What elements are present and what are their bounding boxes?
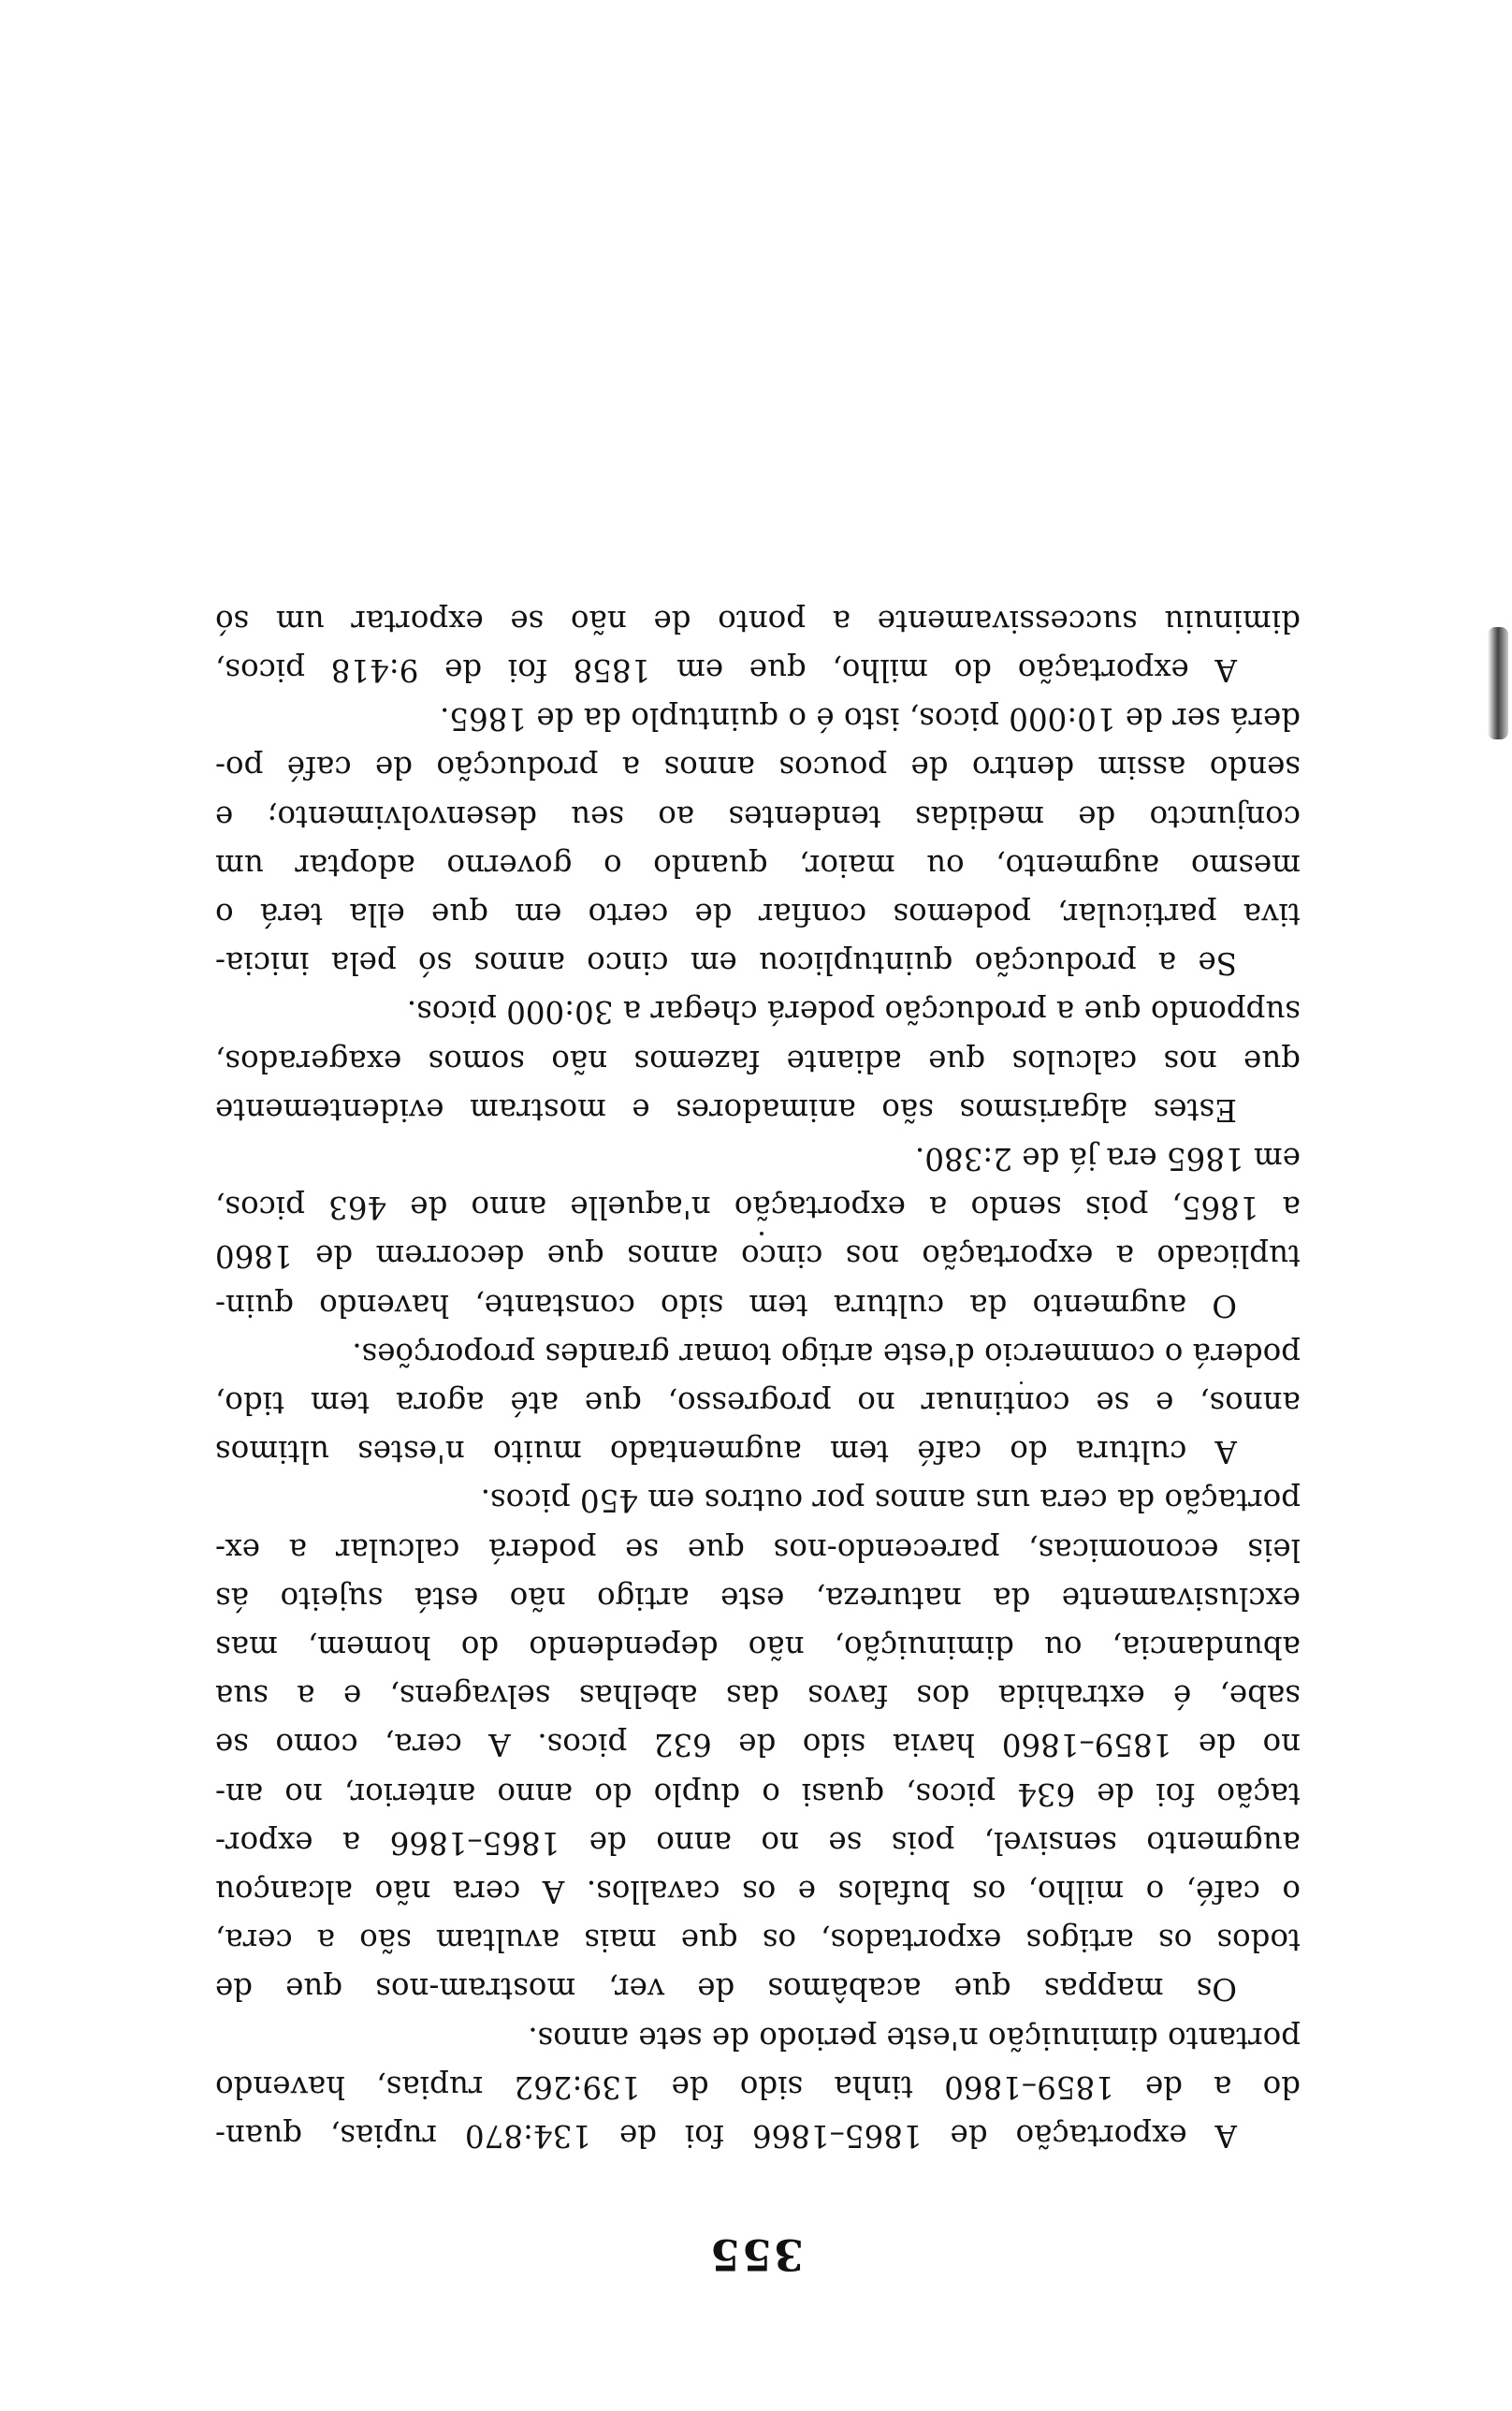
paragraph-producao-quintuplicou (215, 694, 1301, 987)
text-line: A cultura do café tem augmentado muito n'estes ultimos (215, 1434, 1237, 1470)
scan-speck (760, 1232, 763, 1235)
text-line: em 1865 era já de 2:380. (914, 1140, 1301, 1176)
text-line: tiva particular, podemos confiar de certo em que ella terá o (215, 896, 1301, 932)
page-number: 355 (707, 2229, 805, 2280)
text-line: do a de 1859–1860 tinha sido de 139:262 rupias, havendo (215, 2068, 1301, 2105)
text-line: poderá o commercio d'este artigo tomar grandes proporções. (352, 1336, 1301, 1372)
text-line: tação foi de 634 picos, quasi o duplo do anno anterior, no an- (215, 1775, 1301, 1812)
text-line: Se a producção quintuplicou em cinco annos só pela inicia- (215, 945, 1237, 982)
paragraph-cultura-cafe (215, 1330, 1301, 1477)
text-line: Os mappas que acabâmos de ver, mostram-nos que de (215, 1971, 1237, 2008)
text-line: derá ser de 10:000 picos, isto é o quintuplo da de 1865. (440, 701, 1301, 738)
text-line: conjuncto de medidas tendentes ao seu desenvolvimento; e (215, 798, 1301, 835)
text-line: o café, o milho, os bufalos e os cavallos. A cera não alcançou (215, 1873, 1301, 1909)
text-line: tuplicado a exportação nos cinco annos que decorrem de 1860 (215, 1238, 1301, 1275)
text-line: Estes algarismos são animadores e mostram evidentemente (215, 1091, 1237, 1128)
text-line: mesmo augmento, ou maior, quando o governo adoptar um (215, 847, 1301, 884)
body-text (215, 597, 1301, 2161)
text-line: todos os artigos exportados, os que mais avultam são a cera, (215, 1922, 1301, 1959)
text-line: no de 1859–1860 havia sido de 632 picos. A cera, como se (215, 1727, 1301, 1763)
text-line: diminuiu successivamente a ponto de não se exportar um só (215, 603, 1301, 639)
text-line: exclusivamente da natureza, este artigo não está sujeito ás (215, 1580, 1301, 1616)
paragraph-exportacao-total (215, 2013, 1301, 2160)
paragraph-augmento-cultura (215, 1134, 1301, 1330)
paragraph-exportacao-milho (215, 597, 1301, 694)
text-line: abundancia, ou diminuição, não dependendo do homem, mas (215, 1629, 1301, 1665)
text-line: A exportação de 1865–1866 foi de 134:870 rupias, quan- (215, 2118, 1237, 2154)
text-line: portanto diminuição n'este periodo de sete annos. (528, 2020, 1301, 2056)
text-line: leis economicas, parecendo-nos que se poderá calcular a ex- (215, 1531, 1301, 1568)
text-line: sendo assim dentro de poucos annos a producção de café po- (215, 750, 1301, 786)
text-line: A exportação do milho, que em 1858 foi de 9:418 picos, (215, 651, 1237, 688)
scan-edge-blot (1488, 627, 1508, 739)
paragraph-mappas-cera (215, 1476, 1301, 2013)
paragraph-algarismos (215, 987, 1301, 1134)
text-line: a 1865, pois sendo a exportação n'aquelle anno de 463 picos, (215, 1190, 1301, 1226)
text-line: suppondo que a producção poderá chegar a 30:000 picos. (406, 994, 1301, 1030)
text-line: que nos calculos que adiante fazemos não somos exagerados, (215, 1043, 1301, 1079)
text-line: annos, e se continuar no progresso, que até agora tem tido, (215, 1384, 1301, 1421)
text-line: sabe, é extrahida dos favos das abelhas selvagens, e a sua (215, 1678, 1301, 1715)
text-line: O augmento da cultura tem sido constante, havendo quin- (215, 1287, 1237, 1323)
text-line: portação da cera uns annos por outros em 450 picos. (480, 1483, 1301, 1519)
scan-speck (1020, 1381, 1023, 1384)
text-line: augmento sensivel, pois se no anno de 1865–1866 a expor- (215, 1824, 1301, 1861)
